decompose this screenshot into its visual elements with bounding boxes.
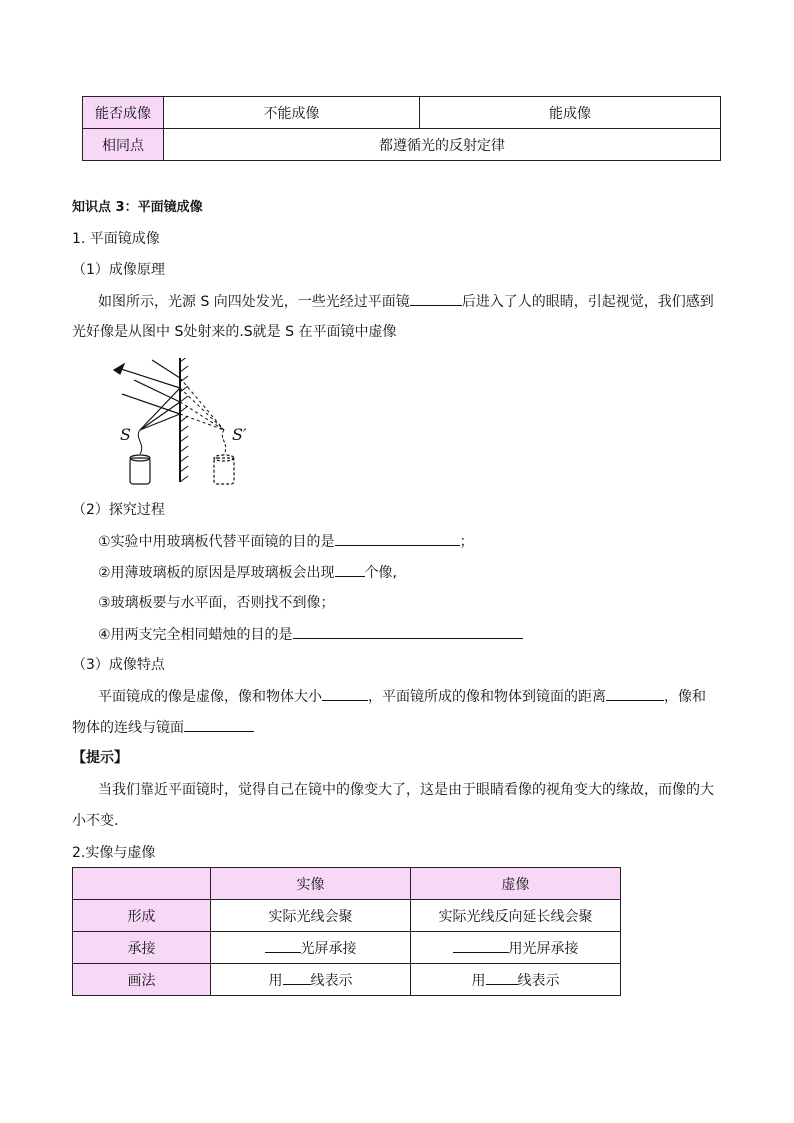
cell-text: 线表示 — [517, 972, 560, 989]
features-text-c: ，像和 — [664, 689, 706, 705]
header-real: 实像 — [211, 868, 411, 900]
label-s: S — [120, 425, 131, 444]
blank-answer[interactable] — [265, 938, 301, 953]
principle-line-2: 光好像是从图中 S处射来的.S就是 S 在平面镜中虚像 — [72, 324, 397, 340]
item-text: ④用两支完全相同蜡烛的目的是 — [98, 627, 293, 643]
heading-1: 1. 平面镜成像 — [72, 231, 160, 247]
cell-real — [211, 932, 411, 964]
cell-real — [211, 964, 411, 996]
real-virtual-table — [72, 867, 621, 996]
cell-text: 用 — [268, 972, 283, 989]
item-text: ①实验中用玻璃板代替平面镜的目的是 — [98, 534, 335, 550]
top-comparison-table — [82, 96, 721, 161]
item-tail: 个像, — [364, 565, 398, 581]
blank-distance[interactable] — [606, 686, 664, 701]
cell-text: 光屏承接 — [300, 940, 357, 957]
subsection-1-title: （1）成像原理 — [72, 262, 165, 278]
item-text: ②用薄玻璃板的原因是厚玻璃板会出现 — [98, 565, 335, 581]
inquiry-item-4 — [98, 624, 523, 645]
section-title: 知识点 3：平面镜成像 — [72, 200, 203, 215]
subsection-2-title: （2）探究过程 — [72, 502, 165, 518]
features-text-d: 物体的连线与镜面 — [72, 720, 184, 736]
row-label: 相同点 — [83, 129, 164, 161]
tip-title: 【提示】 — [72, 750, 128, 766]
row-label: 承接 — [73, 932, 211, 964]
blank-answer[interactable] — [335, 562, 365, 577]
principle-text-a: 如图所示，光源 S 向四处发光，一些光经过平面镜 — [98, 294, 410, 310]
features-line-2 — [72, 717, 254, 738]
blank-answer[interactable] — [335, 531, 460, 546]
principle-line-1 — [98, 291, 714, 312]
label-s-prime: S′ — [232, 425, 247, 444]
cell-virtual: 实际光线反向延长线会聚 — [411, 900, 621, 932]
cell-text: 用光屏承接 — [508, 940, 579, 957]
tip-line-1: 当我们靠近平面镜时，觉得自己在镜中的像变大了，这是由于眼睛看像的视角变大的缘故，而像的大 — [98, 782, 714, 798]
inquiry-item-1 — [98, 531, 474, 552]
blank-mirror-action[interactable] — [410, 291, 462, 306]
blank-line-relation[interactable] — [184, 717, 254, 732]
tip-line-2: 小不变. — [72, 813, 119, 829]
features-line-1 — [98, 686, 706, 707]
blank-answer[interactable] — [486, 970, 518, 985]
row-label: 能否成像 — [83, 97, 164, 129]
cell-real: 实际光线会聚 — [211, 900, 411, 932]
item-tail: ； — [459, 534, 474, 550]
header-empty — [73, 868, 211, 900]
cell-text: 线表示 — [310, 972, 353, 989]
principle-text-b: 后进入了人的眼睛，引起视觉，我们感到 — [461, 294, 714, 310]
row-label: 形成 — [73, 900, 211, 932]
inquiry-item-3 — [98, 593, 335, 613]
cell-real: 不能成像 — [164, 97, 420, 129]
features-text-b: ，平面镜所成的像和物体到镜面的距离 — [368, 689, 606, 705]
item-text: ③玻璃板要与水平面，否则找不到像； — [98, 595, 335, 611]
blank-answer[interactable] — [283, 970, 311, 985]
cell-text: 用 — [471, 972, 486, 989]
blank-answer[interactable] — [453, 938, 509, 953]
heading-2: 2.实像与虚像 — [72, 845, 156, 861]
inquiry-item-2 — [98, 562, 397, 583]
row-label: 画法 — [73, 964, 211, 996]
blank-answer[interactable] — [293, 624, 523, 639]
cell-merged: 都遵循光的反射定律 — [164, 129, 721, 161]
features-text-a: 平面镜成的像是虚像，像和物体大小 — [98, 689, 322, 705]
cell-virtual — [411, 964, 621, 996]
blank-size[interactable] — [322, 686, 368, 701]
cell-virtual — [411, 932, 621, 964]
cell-virtual: 能成像 — [420, 97, 721, 129]
subsection-3-title: （3）成像特点 — [72, 657, 165, 673]
header-virtual: 虚像 — [411, 868, 621, 900]
mirror-diagram — [100, 358, 260, 490]
